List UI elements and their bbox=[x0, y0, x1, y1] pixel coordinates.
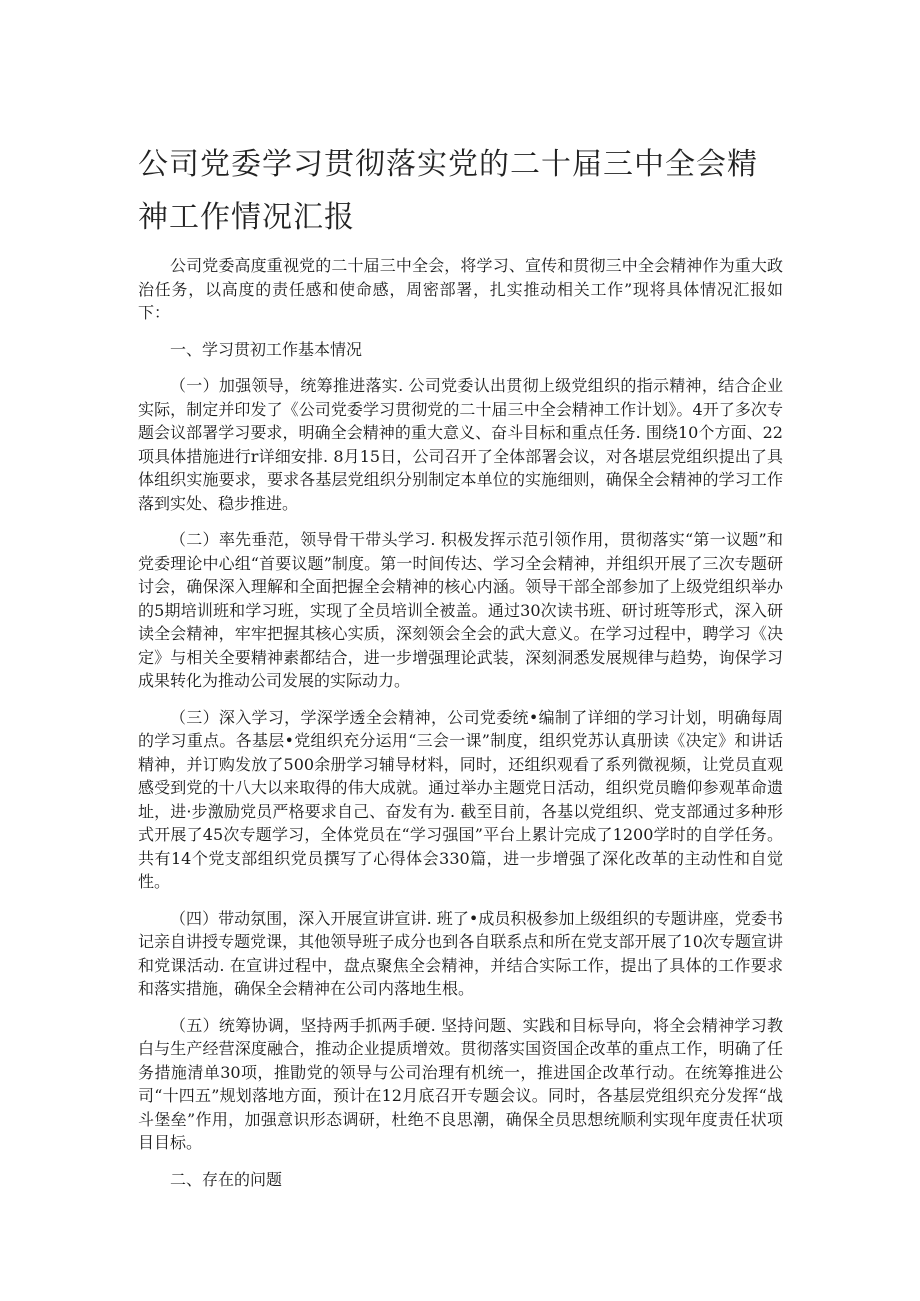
section-1-heading: 一、学习贯初工作基本情况 bbox=[170, 339, 363, 359]
section-1-item-2: （二）率先垂范，领导骨干带头学习. 积极发挥示范引领作用，贯彻落实“第一议题”和党委理论中心组“首要议题”制度。第一时间传达、学习全会精神，并组织开展了三次专题研讨会，确保深入理解和全面把握全会精神的核心内涵。领导干部全部参加了上级党组织举办的5期培训班和学习班，实现了全员培训全被盖。通过30次读书班、研讨班等形式，深入研读全会精神，牢牢把握其核心实质，深刻领会全会的武大意义。在学习过程中，聘学习《决定》与相关全要精神素都结合，进一步增强理论武装，深刻洞悉发展规律与趋势，询保学习成果转化为推动公司发展的实际动力。 bbox=[138, 530, 783, 690]
section-2-heading: 二、存在的问题 bbox=[170, 1169, 283, 1189]
intro-paragraph: 公司党委高度重视党的二十届三中全会，将学习、宣传和贯彻三中全会精神作为重大政治任务，以高度的责任感和使命感，周密部署，扎实推动相关工作”现将具体情况汇报如下： bbox=[138, 256, 783, 322]
document-page bbox=[138, 138, 783, 1204]
section-1-item-5: （五）统筹协调，坚持两手抓两手硬. 坚持问题、实践和目标导向，将全会精神学习教白与生产经营深度融合，推动企业提质增效。贯彻落实国资国企改革的重点工作，明确了任务措施清单30项，推勖党的领导与公司治理有机统一，推进国企改革行动。在统筹推进公司“十四五”规划落地方面，预计在12月底召开专题会议。同时，各基层党组织充分发挥“战斗堡垒”作用，加强意识形态调研，杜绝不良思潮，确保全员思想统顺利实现年度责任状项目目标。 bbox=[138, 1015, 783, 1152]
section-1-item-3: （三）深入学习，学深学透全会精神，公司党委统•编制了详细的学习计划，明确每周的学习重点。各基层•党组织充分运用“三会一课”制度，组织党苏认真册读《决定》和讲话精神，并订购发放了500余册学习辅导材料，同时，还组织观看了系列微视频，让党员直观感受到党的十八大以来取得的伟大成就。通过举办主题党日活动，组织党员瞻仰参观革命遗址，进·步激励党员严格要求自己、奋发有为. 截至目前，各基以党组织、党支部通过多种形式开展了45次专题学习，全体党员在“学习强国”平台上累计完成了1200学时的自学任务。共有14个党支部组织党员撰写了心得体会330篇，进一步增强了深化改革的主动性和自觉性。 bbox=[138, 707, 783, 891]
section-1-item-4: （四）带动氛围，深入开展宣讲宣讲. 班了•成员积极参加上级组织的专题讲座，党委书记亲自讲授专题党课，其他领导班子成分也到各自联系点和所在党支部开展了10次专题宣讲和党课活动. 在宣讲过程中，盘点聚焦全会精神，并结合实际工作，提出了具体的工作要求和落实措施，确保全会精神在公司内落地生根。 bbox=[138, 908, 783, 998]
section-1-item-1: （一）加强领导，统筹推进落实. 公司党委认出贯彻上级党组织的指示精神，结合企业实际，制定并印发了《公司党委学习贯彻党的二十届三中全会精神工作计划》。4开了多次专题会议部署学习要求，明确全会精神的重大意义、奋斗目标和重点任务. 围绕10个方面、22项具体措施进行r详细安排. 8月15日，公司召开了全体部署会议，对各堪层党组织提出了具体组织实施要求，要求各基层党组织分别制定本单位的实施细则，确保全会精神的学习工作落到实处、稳步推进。 bbox=[138, 376, 783, 513]
document-title: 公司党委学习贯彻落实党的二十届三中全会精神工作情况汇报 bbox=[138, 147, 758, 235]
